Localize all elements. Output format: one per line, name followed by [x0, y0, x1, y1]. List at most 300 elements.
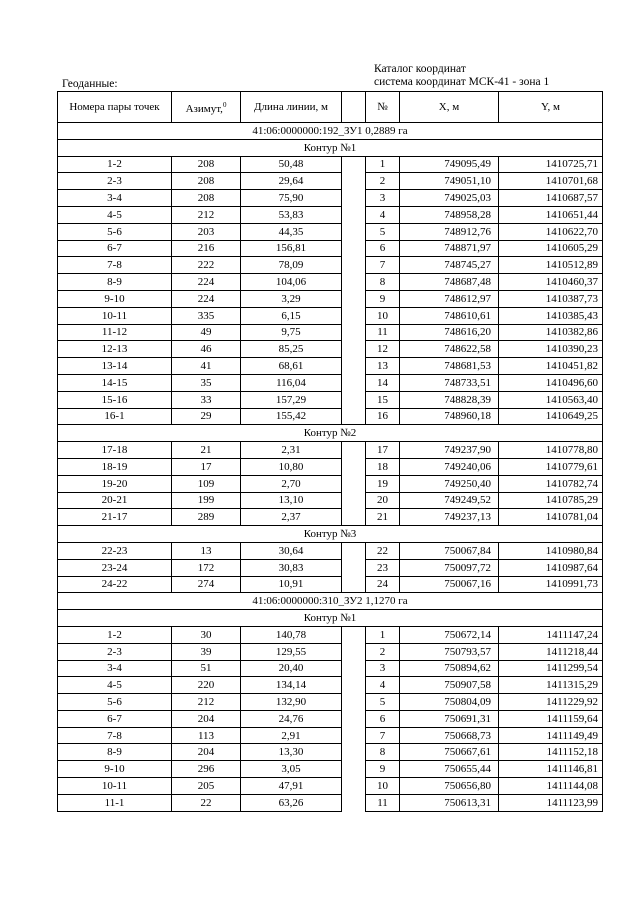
column-gap: [342, 542, 366, 559]
point-number-cell: 15: [366, 391, 400, 408]
y-coord-cell: 1411152,18: [499, 744, 603, 761]
y-coord-cell: 1410460,37: [499, 274, 603, 291]
pair-cell: 12-13: [58, 341, 172, 358]
column-gap: [342, 660, 366, 677]
x-coord-cell: 749095,49: [400, 156, 499, 173]
column-gap: [342, 509, 366, 526]
table-row: [58, 492, 603, 509]
point-number-cell: 6: [366, 240, 400, 257]
pair-cell: 13-14: [58, 358, 172, 375]
column-gap: [342, 475, 366, 492]
length-cell: 85,25: [241, 341, 342, 358]
x-coord-cell: 748745,27: [400, 257, 499, 274]
pair-cell: 16-1: [58, 408, 172, 425]
y-coord-cell: 1410622,70: [499, 223, 603, 240]
column-gap: [342, 408, 366, 425]
pair-cell: 11-1: [58, 794, 172, 811]
table-row: [58, 475, 603, 492]
column-gap: [342, 92, 366, 123]
column-gap: [342, 694, 366, 711]
length-cell: 47,91: [241, 778, 342, 795]
length-cell: 104,06: [241, 274, 342, 291]
col-header-x: X, м: [400, 92, 499, 123]
pair-cell: 19-20: [58, 475, 172, 492]
length-cell: 44,35: [241, 223, 342, 240]
y-coord-cell: 1410980,84: [499, 542, 603, 559]
length-cell: 9,75: [241, 324, 342, 341]
x-coord-cell: 750667,61: [400, 744, 499, 761]
y-coord-cell: 1410701,68: [499, 173, 603, 190]
table-row: [58, 190, 603, 207]
pair-cell: 9-10: [58, 290, 172, 307]
table-row: [58, 794, 603, 811]
table-row: [58, 660, 603, 677]
table-row: [58, 206, 603, 223]
section-title: 41:06:0000000:310_ЗУ2 1,1270 га: [58, 593, 603, 610]
contour-row: [58, 425, 603, 442]
y-coord-cell: 1410387,73: [499, 290, 603, 307]
azimuth-cell: 212: [172, 694, 241, 711]
pair-cell: 15-16: [58, 391, 172, 408]
contour-label: Контур №1: [58, 139, 603, 156]
point-number-cell: 5: [366, 694, 400, 711]
point-number-cell: 10: [366, 778, 400, 795]
y-coord-cell: 1411315,29: [499, 677, 603, 694]
column-gap: [342, 374, 366, 391]
pair-cell: 4-5: [58, 677, 172, 694]
table-row: [58, 358, 603, 375]
point-number-cell: 9: [366, 761, 400, 778]
length-cell: 20,40: [241, 660, 342, 677]
pair-cell: 1-2: [58, 626, 172, 643]
coordinates-table: [57, 91, 603, 812]
pair-cell: 20-21: [58, 492, 172, 509]
y-coord-cell: 1410785,29: [499, 492, 603, 509]
azimuth-cell: 296: [172, 761, 241, 778]
column-gap: [342, 274, 366, 291]
table-row: [58, 257, 603, 274]
azimuth-cell: 212: [172, 206, 241, 223]
section-row: [58, 593, 603, 610]
column-gap: [342, 257, 366, 274]
pair-cell: 10-11: [58, 778, 172, 795]
azimuth-cell: 208: [172, 173, 241, 190]
column-gap: [342, 190, 366, 207]
pair-cell: 2-3: [58, 643, 172, 660]
pair-cell: 3-4: [58, 190, 172, 207]
length-cell: 75,90: [241, 190, 342, 207]
azimuth-cell: 30: [172, 626, 241, 643]
table-row: [58, 626, 603, 643]
x-coord-cell: 750894,62: [400, 660, 499, 677]
azimuth-cell: 208: [172, 156, 241, 173]
length-cell: 156,81: [241, 240, 342, 257]
column-gap: [342, 492, 366, 509]
pair-cell: 1-2: [58, 156, 172, 173]
point-number-cell: 13: [366, 358, 400, 375]
azimuth-cell: 17: [172, 458, 241, 475]
contour-row: [58, 526, 603, 543]
point-number-cell: 11: [366, 324, 400, 341]
length-cell: 30,83: [241, 559, 342, 576]
length-cell: 53,83: [241, 206, 342, 223]
length-cell: 6,15: [241, 307, 342, 324]
pair-cell: 18-19: [58, 458, 172, 475]
azimuth-cell: 13: [172, 542, 241, 559]
azimuth-cell: 33: [172, 391, 241, 408]
x-coord-cell: 748960,18: [400, 408, 499, 425]
azimuth-cell: 41: [172, 358, 241, 375]
geodata-label: Геоданные:: [62, 78, 118, 90]
pair-cell: 7-8: [58, 257, 172, 274]
column-gap: [342, 240, 366, 257]
point-number-cell: 2: [366, 643, 400, 660]
point-number-cell: 21: [366, 509, 400, 526]
length-cell: 3,05: [241, 761, 342, 778]
table-row: [58, 576, 603, 593]
pair-cell: 11-12: [58, 324, 172, 341]
length-cell: 78,09: [241, 257, 342, 274]
pair-cell: 8-9: [58, 274, 172, 291]
point-number-cell: 1: [366, 156, 400, 173]
length-cell: 29,64: [241, 173, 342, 190]
section-title: 41:06:0000000:192_ЗУ1 0,2889 га: [58, 123, 603, 140]
point-number-cell: 8: [366, 274, 400, 291]
column-gap: [342, 677, 366, 694]
column-gap: [342, 206, 366, 223]
table-row: [58, 341, 603, 358]
azimuth-cell: 39: [172, 643, 241, 660]
col-header-y: Y, м: [499, 92, 603, 123]
contour-label: Контур №2: [58, 425, 603, 442]
azimuth-cell: 109: [172, 475, 241, 492]
pair-cell: 8-9: [58, 744, 172, 761]
y-coord-cell: 1410782,74: [499, 475, 603, 492]
catalog-title: Каталог координат: [374, 63, 466, 75]
table-row: [58, 458, 603, 475]
table-header-row: [58, 92, 603, 123]
azimuth-cell: 289: [172, 509, 241, 526]
column-gap: [342, 223, 366, 240]
length-cell: 155,42: [241, 408, 342, 425]
point-number-cell: 12: [366, 341, 400, 358]
column-gap: [342, 626, 366, 643]
azimuth-cell: 172: [172, 559, 241, 576]
column-gap: [342, 727, 366, 744]
y-coord-cell: 1411159,64: [499, 710, 603, 727]
table-row: [58, 324, 603, 341]
table-row: [58, 643, 603, 660]
x-coord-cell: 749249,52: [400, 492, 499, 509]
column-gap: [342, 778, 366, 795]
y-coord-cell: 1411123,99: [499, 794, 603, 811]
table-row: [58, 744, 603, 761]
y-coord-cell: 1410451,82: [499, 358, 603, 375]
azimuth-cell: 224: [172, 274, 241, 291]
length-cell: 134,14: [241, 677, 342, 694]
length-cell: 10,80: [241, 458, 342, 475]
pair-cell: 4-5: [58, 206, 172, 223]
azimuth-cell: 204: [172, 710, 241, 727]
table-row: [58, 727, 603, 744]
x-coord-cell: 750793,57: [400, 643, 499, 660]
table-row: [58, 694, 603, 711]
contour-label: Контур №3: [58, 526, 603, 543]
length-cell: 63,26: [241, 794, 342, 811]
point-number-cell: 9: [366, 290, 400, 307]
x-coord-cell: 750668,73: [400, 727, 499, 744]
point-number-cell: 3: [366, 190, 400, 207]
azimuth-cell: 29: [172, 408, 241, 425]
point-number-cell: 3: [366, 660, 400, 677]
table-row: [58, 223, 603, 240]
azimuth-cell: 220: [172, 677, 241, 694]
length-cell: 24,76: [241, 710, 342, 727]
x-coord-cell: 748681,53: [400, 358, 499, 375]
x-coord-cell: 748612,97: [400, 290, 499, 307]
x-coord-cell: 750656,80: [400, 778, 499, 795]
x-coord-cell: 750655,44: [400, 761, 499, 778]
length-cell: 10,91: [241, 576, 342, 593]
azimuth-cell: 35: [172, 374, 241, 391]
azimuth-cell: 274: [172, 576, 241, 593]
x-coord-cell: 749237,90: [400, 442, 499, 459]
table-row: [58, 290, 603, 307]
x-coord-cell: 748687,48: [400, 274, 499, 291]
column-gap: [342, 156, 366, 173]
x-coord-cell: 748616,20: [400, 324, 499, 341]
pair-cell: 3-4: [58, 660, 172, 677]
pair-cell: 6-7: [58, 240, 172, 257]
length-cell: 132,90: [241, 694, 342, 711]
length-cell: 2,70: [241, 475, 342, 492]
x-coord-cell: 750804,09: [400, 694, 499, 711]
azimuth-cell: 205: [172, 778, 241, 795]
y-coord-cell: 1410781,04: [499, 509, 603, 526]
pair-cell: 5-6: [58, 223, 172, 240]
table-row: [58, 307, 603, 324]
column-gap: [342, 290, 366, 307]
x-coord-cell: 748871,97: [400, 240, 499, 257]
length-cell: 2,91: [241, 727, 342, 744]
azimuth-cell: 204: [172, 744, 241, 761]
y-coord-cell: 1410778,80: [499, 442, 603, 459]
column-gap: [342, 442, 366, 459]
point-number-cell: 5: [366, 223, 400, 240]
x-coord-cell: 749240,06: [400, 458, 499, 475]
x-coord-cell: 749250,40: [400, 475, 499, 492]
azimuth-cell: 222: [172, 257, 241, 274]
length-cell: 157,29: [241, 391, 342, 408]
length-cell: 2,31: [241, 442, 342, 459]
contour-row: [58, 139, 603, 156]
y-coord-cell: 1410725,71: [499, 156, 603, 173]
pair-cell: 2-3: [58, 173, 172, 190]
y-coord-cell: 1410496,60: [499, 374, 603, 391]
table-row: [58, 173, 603, 190]
azimuth-cell: 199: [172, 492, 241, 509]
length-cell: 116,04: [241, 374, 342, 391]
table-row: [58, 778, 603, 795]
x-coord-cell: 748610,61: [400, 307, 499, 324]
pair-cell: 23-24: [58, 559, 172, 576]
y-coord-cell: 1410651,44: [499, 206, 603, 223]
azimuth-cell: 22: [172, 794, 241, 811]
column-gap: [342, 710, 366, 727]
pair-cell: 5-6: [58, 694, 172, 711]
point-number-cell: 18: [366, 458, 400, 475]
table-row: [58, 442, 603, 459]
col-header-pair: Номера пары точек: [58, 92, 172, 123]
column-gap: [342, 391, 366, 408]
column-gap: [342, 559, 366, 576]
table-row: [58, 509, 603, 526]
contour-label: Контур №1: [58, 610, 603, 627]
x-coord-cell: 749025,03: [400, 190, 499, 207]
point-number-cell: 8: [366, 744, 400, 761]
column-gap: [342, 458, 366, 475]
y-coord-cell: 1411144,08: [499, 778, 603, 795]
length-cell: 30,64: [241, 542, 342, 559]
section-row: [58, 123, 603, 140]
y-coord-cell: 1411299,54: [499, 660, 603, 677]
y-coord-cell: 1410512,89: [499, 257, 603, 274]
x-coord-cell: 750672,14: [400, 626, 499, 643]
column-gap: [342, 794, 366, 811]
table-row: [58, 710, 603, 727]
x-coord-cell: 750691,31: [400, 710, 499, 727]
table-row: [58, 677, 603, 694]
point-number-cell: 19: [366, 475, 400, 492]
x-coord-cell: 750067,16: [400, 576, 499, 593]
x-coord-cell: 748958,28: [400, 206, 499, 223]
column-gap: [342, 307, 366, 324]
pair-cell: 9-10: [58, 761, 172, 778]
azimuth-cell: 335: [172, 307, 241, 324]
column-gap: [342, 576, 366, 593]
length-cell: 50,48: [241, 156, 342, 173]
x-coord-cell: 748733,51: [400, 374, 499, 391]
y-coord-cell: 1410687,57: [499, 190, 603, 207]
y-coord-cell: 1411149,49: [499, 727, 603, 744]
x-coord-cell: 749051,10: [400, 173, 499, 190]
point-number-cell: 6: [366, 710, 400, 727]
pair-cell: 7-8: [58, 727, 172, 744]
column-gap: [342, 173, 366, 190]
length-cell: 140,78: [241, 626, 342, 643]
point-number-cell: 23: [366, 559, 400, 576]
x-coord-cell: 748912,76: [400, 223, 499, 240]
point-number-cell: 7: [366, 727, 400, 744]
y-coord-cell: 1410987,64: [499, 559, 603, 576]
col-header-num: №: [366, 92, 400, 123]
table-row: [58, 240, 603, 257]
pair-cell: 22-23: [58, 542, 172, 559]
y-coord-cell: 1411146,81: [499, 761, 603, 778]
column-gap: [342, 358, 366, 375]
x-coord-cell: 750613,31: [400, 794, 499, 811]
y-coord-cell: 1410385,43: [499, 307, 603, 324]
point-number-cell: 20: [366, 492, 400, 509]
point-number-cell: 16: [366, 408, 400, 425]
col-header-azimuth: [172, 92, 241, 123]
column-gap: [342, 744, 366, 761]
point-number-cell: 1: [366, 626, 400, 643]
azimuth-cell: 203: [172, 223, 241, 240]
pair-cell: 6-7: [58, 710, 172, 727]
col-header-azimuth-text: Азимут,: [185, 103, 223, 115]
x-coord-cell: 750907,58: [400, 677, 499, 694]
point-number-cell: 4: [366, 677, 400, 694]
column-gap: [342, 324, 366, 341]
table-row: [58, 156, 603, 173]
point-number-cell: 7: [366, 257, 400, 274]
y-coord-cell: 1411218,44: [499, 643, 603, 660]
table-row: [58, 274, 603, 291]
column-gap: [342, 341, 366, 358]
length-cell: 2,37: [241, 509, 342, 526]
column-gap: [342, 643, 366, 660]
column-gap: [342, 761, 366, 778]
y-coord-cell: 1410649,25: [499, 408, 603, 425]
y-coord-cell: 1410605,29: [499, 240, 603, 257]
contour-row: [58, 610, 603, 627]
y-coord-cell: 1410382,86: [499, 324, 603, 341]
point-number-cell: 22: [366, 542, 400, 559]
x-coord-cell: 750097,72: [400, 559, 499, 576]
table-row: [58, 391, 603, 408]
pair-cell: 24-22: [58, 576, 172, 593]
catalog-system: система координат МСК-41 - зона 1: [374, 76, 550, 88]
point-number-cell: 11: [366, 794, 400, 811]
y-coord-cell: 1410390,23: [499, 341, 603, 358]
point-number-cell: 17: [366, 442, 400, 459]
table-row: [58, 542, 603, 559]
pair-cell: 21-17: [58, 509, 172, 526]
pair-cell: 17-18: [58, 442, 172, 459]
y-coord-cell: 1411229,92: [499, 694, 603, 711]
azimuth-cell: 113: [172, 727, 241, 744]
x-coord-cell: 748622,58: [400, 341, 499, 358]
x-coord-cell: 750067,84: [400, 542, 499, 559]
azimuth-cell: 51: [172, 660, 241, 677]
y-coord-cell: 1410991,73: [499, 576, 603, 593]
azimuth-cell: 46: [172, 341, 241, 358]
point-number-cell: 2: [366, 173, 400, 190]
degree-superscript: 0: [222, 101, 227, 109]
point-number-cell: 14: [366, 374, 400, 391]
y-coord-cell: 1410563,40: [499, 391, 603, 408]
length-cell: 3,29: [241, 290, 342, 307]
y-coord-cell: 1411147,24: [499, 626, 603, 643]
azimuth-cell: 208: [172, 190, 241, 207]
azimuth-cell: 21: [172, 442, 241, 459]
point-number-cell: 24: [366, 576, 400, 593]
length-cell: 129,55: [241, 643, 342, 660]
table-row: [58, 374, 603, 391]
length-cell: 68,61: [241, 358, 342, 375]
table-row: [58, 408, 603, 425]
y-coord-cell: 1410779,61: [499, 458, 603, 475]
x-coord-cell: 748828,39: [400, 391, 499, 408]
point-number-cell: 4: [366, 206, 400, 223]
x-coord-cell: 749237,13: [400, 509, 499, 526]
azimuth-cell: 216: [172, 240, 241, 257]
length-cell: 13,30: [241, 744, 342, 761]
table-row: [58, 761, 603, 778]
azimuth-cell: 49: [172, 324, 241, 341]
point-number-cell: 10: [366, 307, 400, 324]
